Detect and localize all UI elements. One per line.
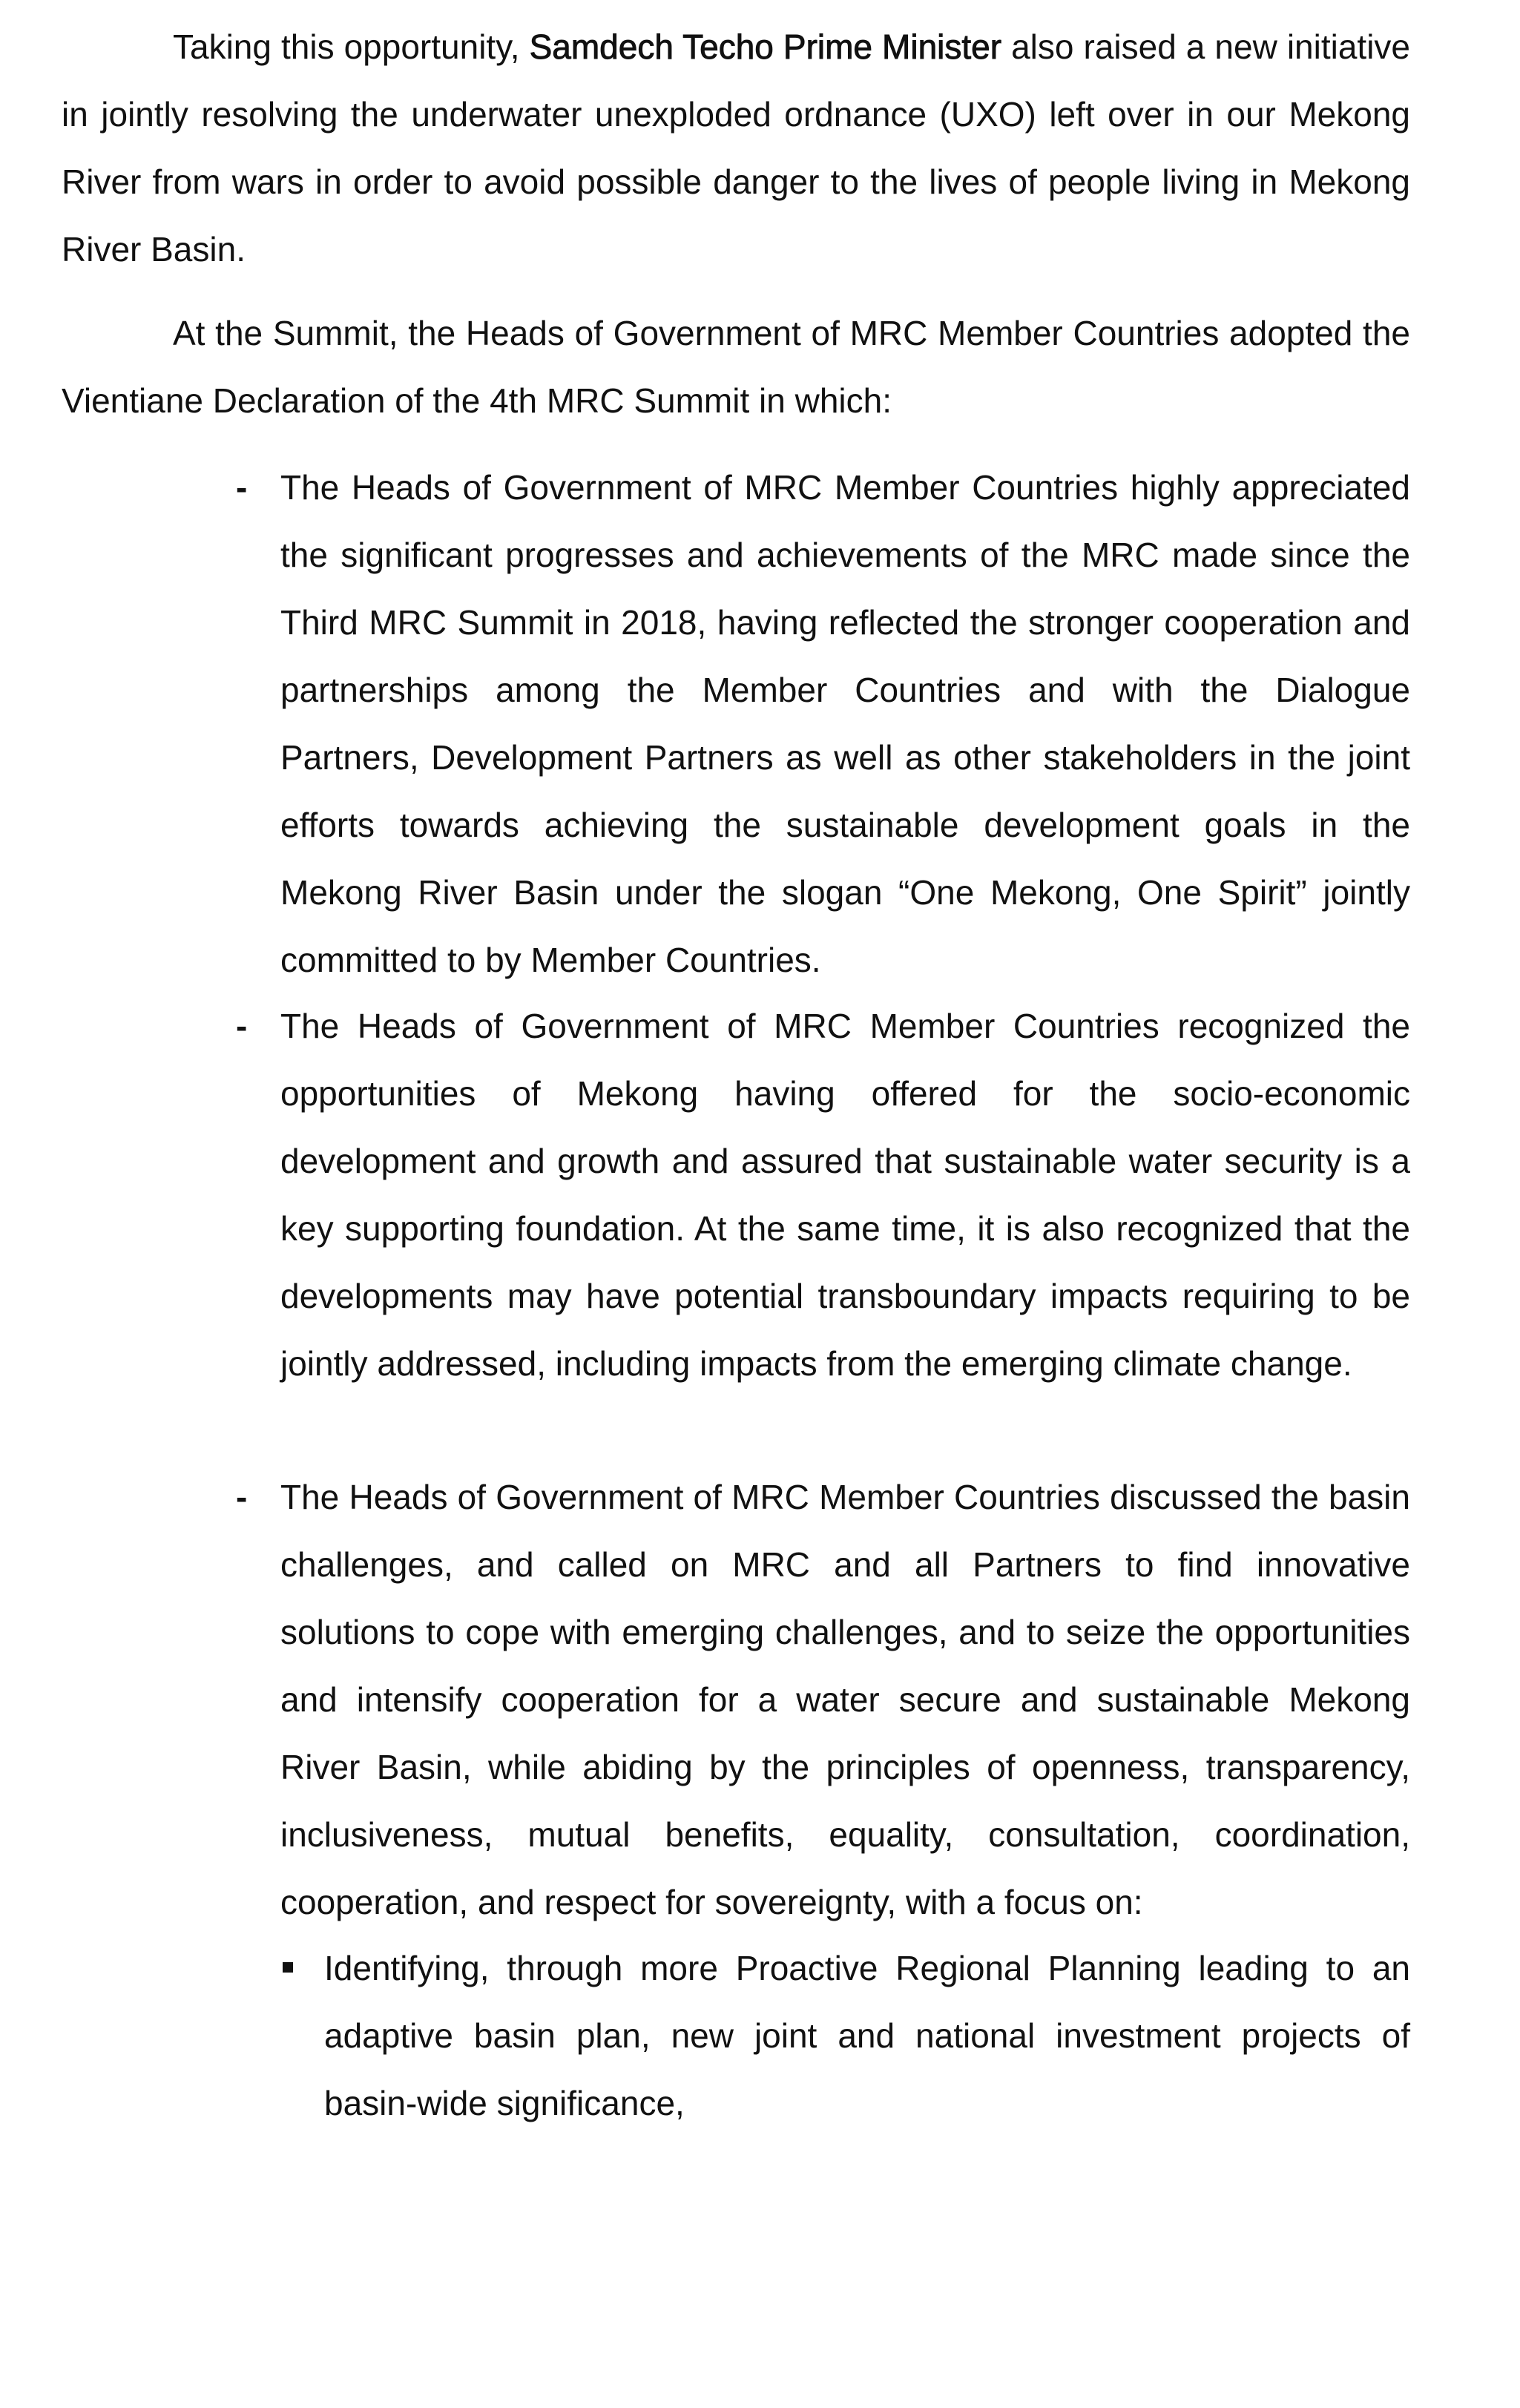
list-item (236, 454, 1410, 994)
prime-minister-title: Samdech Techo Prime Minister (529, 27, 1002, 66)
sub-list-item (324, 1935, 1410, 2137)
paragraph-summit-declaration: At the Summit, the Heads of Government of MRC Member Countries adopted the Vientiane Declaration of the 4th MRC Summit in which: (62, 314, 1410, 420)
paragraph-1-rest: also raised a new initiative in jointly resolving the underwater unexploded ordnance (UXO) left over in our Mekong River from wars in order to avoid possible danger to the lives of people living in Mekong River Basin. (62, 27, 1411, 269)
dash-bullet: - (236, 1007, 248, 1045)
list-item-text: The Heads of Government of MRC Member Countries discussed the basin challenges, and called on MRC and all Partners to find innovative solutions to cope with emerging challenges, and to seize the opportunities and intensify cooperation for a water secure and sustainable Mekong River Basin, while abiding by the principles of openness, transparency, inclusiveness, mutual benefits, equality, consultation, coordination, cooperation, and respect for sovereignty, with a focus on: (280, 1478, 1410, 1921)
square-bullet-icon (283, 1962, 293, 1973)
dash-bullet: - (236, 1478, 248, 1516)
list-item-text: The Heads of Government of MRC Member Countries recognized the opportunities of Mekong having offered for the socio-economic development and growth and assured that sustainable water security is a key supporting foundation. At the same time, it is also recognized that the developments may have potential transboundary impacts requiring to be jointly addressed, including impacts from the emerging climate change. (280, 1007, 1410, 1383)
paragraph-1-lead: Taking this opportunity, (173, 27, 530, 66)
dash-bullet: - (236, 468, 248, 507)
paragraph-uxo-initiative (62, 13, 1410, 283)
sub-list-item-text: Identifying, through more Proactive Regional Planning leading to an adaptive basin plan, new joint and national investment projects of basin-wide significance, (324, 1949, 1410, 2122)
list-item (236, 993, 1410, 1398)
list-item (236, 1464, 1410, 1936)
list-item-text: The Heads of Government of MRC Member Countries highly appreciated the significant progresses and achievements of the MRC made since the Third MRC Summit in 2018, having reflected the stronger cooperation and partnerships among the Member Countries and with the Dialogue Partners, Development Partners as well as other stakeholders in the joint efforts towards achieving the sustainable development goals in the Mekong River Basin under the slogan “One Mekong, One Spirit” jointly committed to by Member Countries. (280, 468, 1410, 979)
